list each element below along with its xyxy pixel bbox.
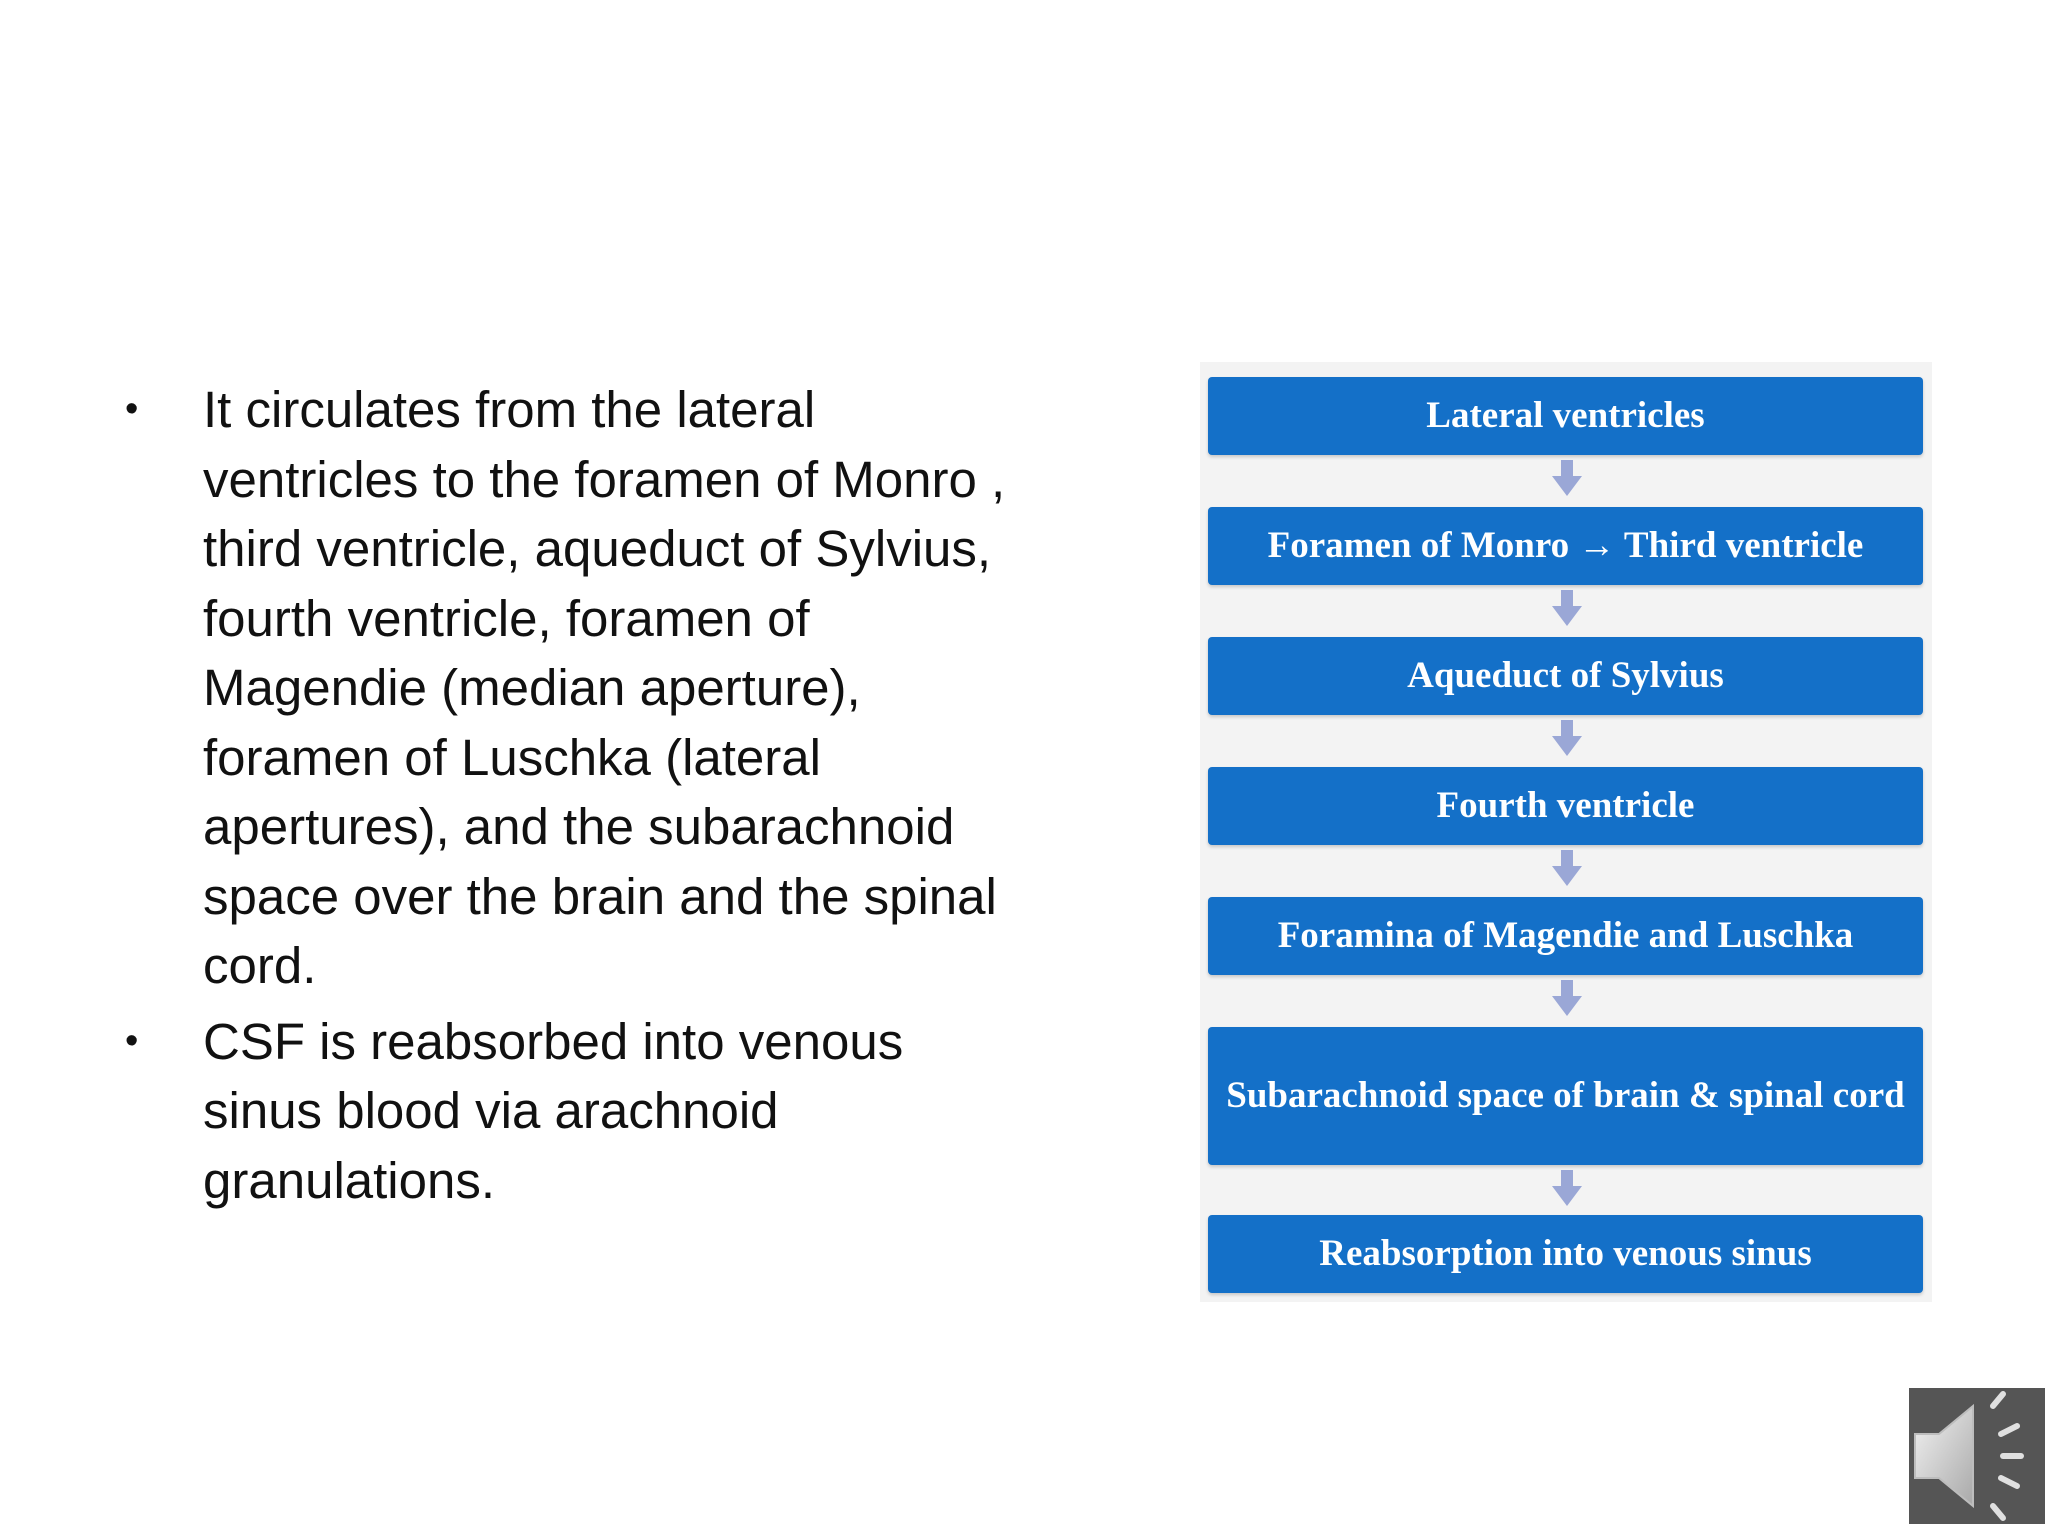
flow-step-label: Lateral ventricles [1426, 395, 1705, 436]
flow-step-label: Aqueduct of Sylvius [1407, 655, 1724, 696]
flow-step-fourth-ventricle [1208, 767, 1923, 845]
down-arrow-icon [1552, 590, 1582, 626]
flow-step-label: Foramina of Magendie and Luschka [1277, 915, 1854, 956]
audio-button[interactable] [1909, 1388, 2045, 1524]
speaker-icon [1909, 1388, 2045, 1524]
flow-step-label: Foramen of Monro → Third ventricle [1267, 525, 1864, 566]
bullet-text: It circulates from the lateral ventricles to the foramen of Monro , third ventricle, aqueduct of Sylvius, fourth ventricle, foramen of Magendie (median aperture), foramen of Luschka (lateral apertures), and the subarachnoid space over the brain and the spinal cord. [203, 381, 1006, 994]
flow-step-reabsorption [1208, 1215, 1923, 1293]
flow-step-label: Reabsorption into venous sinus [1319, 1233, 1812, 1274]
bullet-text: CSF is reabsorbed into venous sinus blood via arachnoid granulations. [203, 1012, 904, 1209]
down-arrow-icon [1552, 720, 1582, 756]
bullet-marker: • [125, 1019, 139, 1062]
down-arrow-icon [1552, 1170, 1582, 1206]
bullet-marker: • [125, 388, 139, 430]
flow-step-foramen-monro [1208, 507, 1923, 585]
bullet-item [118, 1007, 1018, 1216]
flow-step-label: Fourth ventricle [1436, 785, 1695, 826]
flow-step-subarachnoid-space [1208, 1027, 1923, 1165]
down-arrow-icon [1552, 460, 1582, 496]
down-arrow-icon [1552, 980, 1582, 1016]
csf-flowchart [1200, 362, 1932, 1302]
flow-step-foramina [1208, 897, 1923, 975]
flow-step-lateral-ventricles [1208, 377, 1923, 455]
bullet-list [118, 375, 1018, 1221]
flow-step-aqueduct [1208, 637, 1923, 715]
bullet-item [118, 375, 1018, 1001]
flow-step-label: Subarachnoid space of brain & spinal cord [1226, 1075, 1905, 1116]
down-arrow-icon [1552, 850, 1582, 886]
